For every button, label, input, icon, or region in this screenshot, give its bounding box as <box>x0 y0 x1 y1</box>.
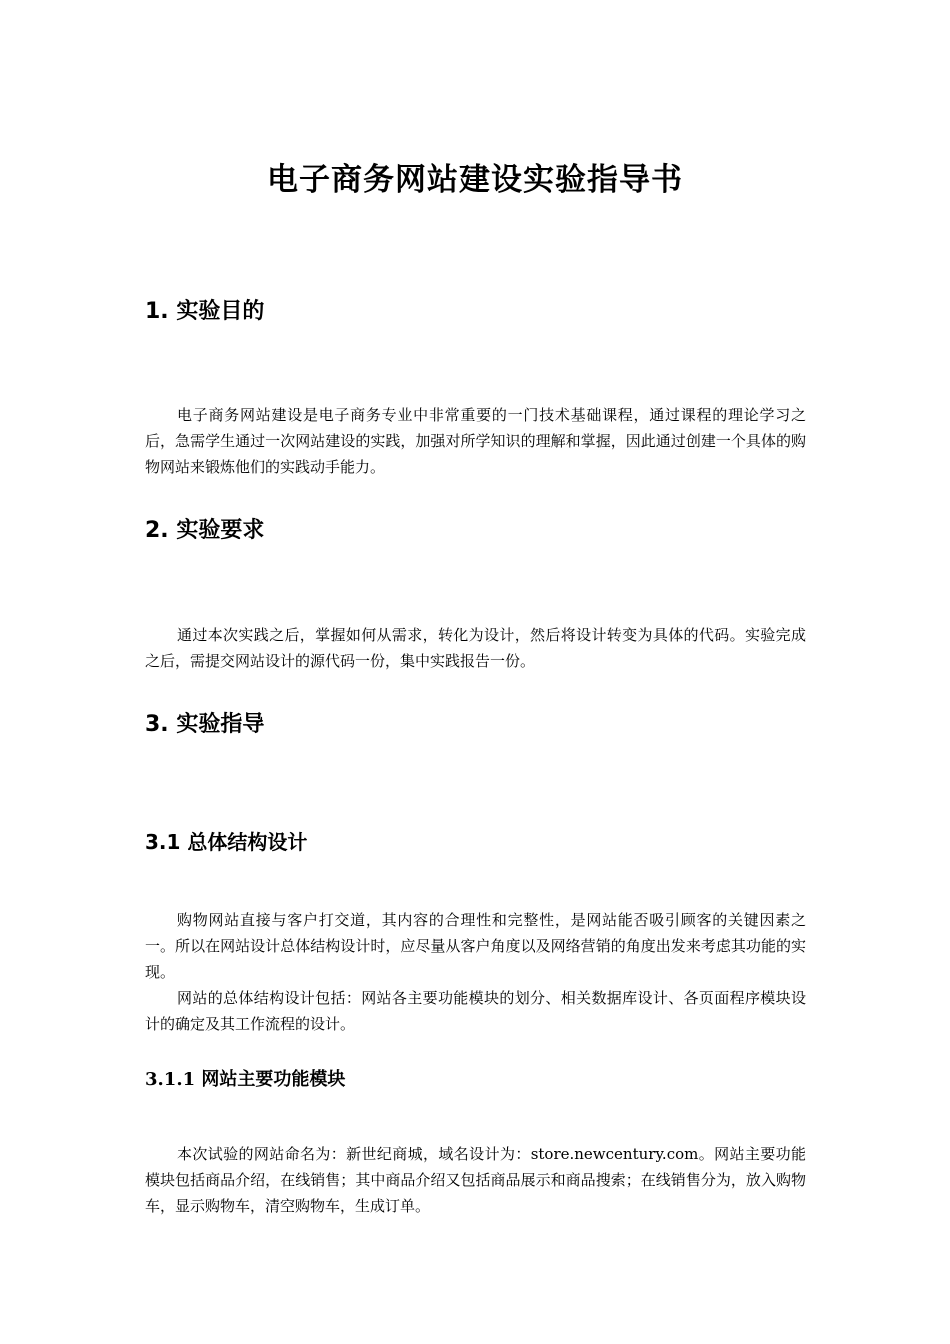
section-heading-requirements: 2. 实验要求 <box>145 518 265 543</box>
overall-design-paragraph-2: 网站的总体结构设计包括：网站各主要功能模块的划分、相关数据库设计、各页面程序模块设计的确定及其工作流程的设计。 <box>145 989 806 1033</box>
section-heading-purpose: 1. 实验目的 <box>145 299 265 324</box>
requirements-paragraph: 通过本次实践之后，掌握如何从需求，转化为设计，然后将设计转变为具体的代码。实验完成之后，需提交网站设计的源代码一份，集中实践报告一份。 <box>145 626 806 670</box>
main-modules-paragraph: 本次试验的网站命名为：新世纪商城，域名设计为：store.newcentury.com。网站主要功能模块包括商品介绍，在线销售；其中商品介绍又包括商品展示和商品搜索；在线销售分为，放入购物车，显示购物车，清空购物车，生成订单。 <box>145 1145 806 1215</box>
section-heading-guidance: 3. 实验指导 <box>145 712 265 737</box>
subsection-heading-overall-design: 3.1 总体结构设计 <box>145 830 308 854</box>
overall-design-paragraph-1: 购物网站直接与客户打交道，其内容的合理性和完整性，是网站能否吸引顾客的关键因素之一。所以在网站设计总体结构设计时，应尽量从客户角度以及网络营销的角度出发来考虑其功能的实现。 <box>145 911 806 981</box>
purpose-paragraph: 电子商务网站建设是电子商务专业中非常重要的一门技术基础课程，通过课程的理论学习之后，急需学生通过一次网站建设的实践，加强对所学知识的理解和掌握，因此通过创建一个具体的购物网站来锻炼他们的实践动手能力。 <box>145 406 806 476</box>
document-title: 电子商务网站建设实验指导书 <box>267 162 683 198</box>
subsubsection-heading-main-modules: 3.1.1 网站主要功能模块 <box>145 1069 346 1090</box>
